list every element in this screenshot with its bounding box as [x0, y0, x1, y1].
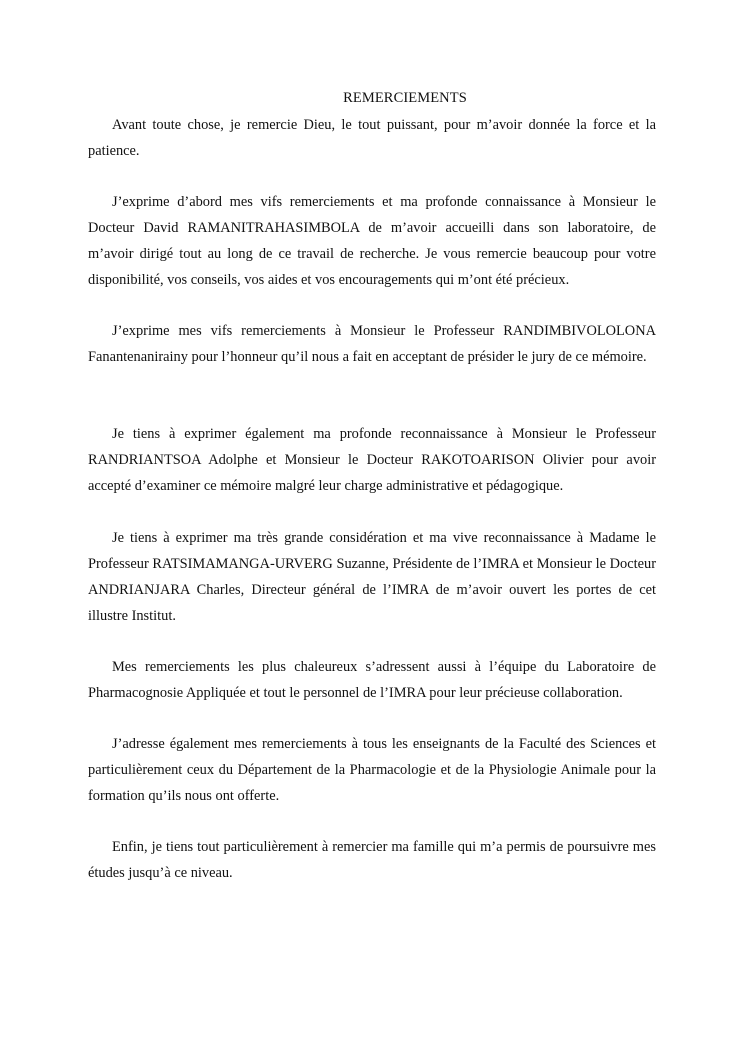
paragraph-thanks-family: Enfin, je tiens tout particulièrement à remercier ma famille qui m’a permis de poursuivre mes études jusqu’à ce niveau. [88, 839, 656, 881]
paragraph-thanks-teachers: J’adresse également mes remerciements à tous les enseignants de la Faculté des Sciences et particulièrement ceux du Département de la Pharmacologie et de la Physiologie Animale pour la formation qu’ils nous ont offerte. [88, 736, 656, 804]
paragraph-thanks-supervisor: J’exprime d’abord mes vifs remerciements et ma profonde connaissance à Monsieur le Docteur David RAMANITRAHASIMBOLA de m’avoir accueilli dans son laboratoire, de m’avoir dirigé tout au long de ce travail de recherche. Je vous remercie beaucoup pour votre disponibilité, vos conseils, vos aides et vos encouragements qui m’ont été précieux. [88, 194, 656, 288]
paragraph-thanks-laboratory-team: Mes remerciements les plus chaleureux s’adressent aussi à l’équipe du Laboratoire de Pharmacognosie Appliquée et tout le personnel de l’IMRA pour leur précieuse collaboration. [88, 659, 656, 701]
paragraph-thanks-imra-directors: Je tiens à exprimer ma très grande considération et ma vive reconnaissance à Madame le Professeur RATSIMAMANGA-URVERG Suzanne, Présidente de l’IMRA et Monsieur le Docteur ANDRIANJARA Charles, Directeur général de l’IMRA de m’avoir ouvert les portes de cet illustre Institut. [88, 530, 656, 624]
page-title: REMERCIEMENTS [343, 90, 467, 106]
paragraph-thanks-god: Avant toute chose, je remercie Dieu, le tout puissant, pour m’avoir donnée la force et la patience. [88, 117, 656, 159]
paragraph-thanks-jury-president: J’exprime mes vifs remerciements à Monsieur le Professeur RANDIMBIVOLOLONA Fanantenanirainy pour l’honneur qu’il nous a fait en acceptant de présider le jury de ce mémoire. [88, 323, 656, 365]
paragraph-thanks-examiners: Je tiens à exprimer également ma profonde reconnaissance à Monsieur le Professeur RANDRIANTSOA Adolphe et Monsieur le Docteur RAKOTOARISON Olivier pour avoir accepté d’examiner ce mémoire malgré leur charge administrative et pédagogique. [88, 426, 656, 494]
